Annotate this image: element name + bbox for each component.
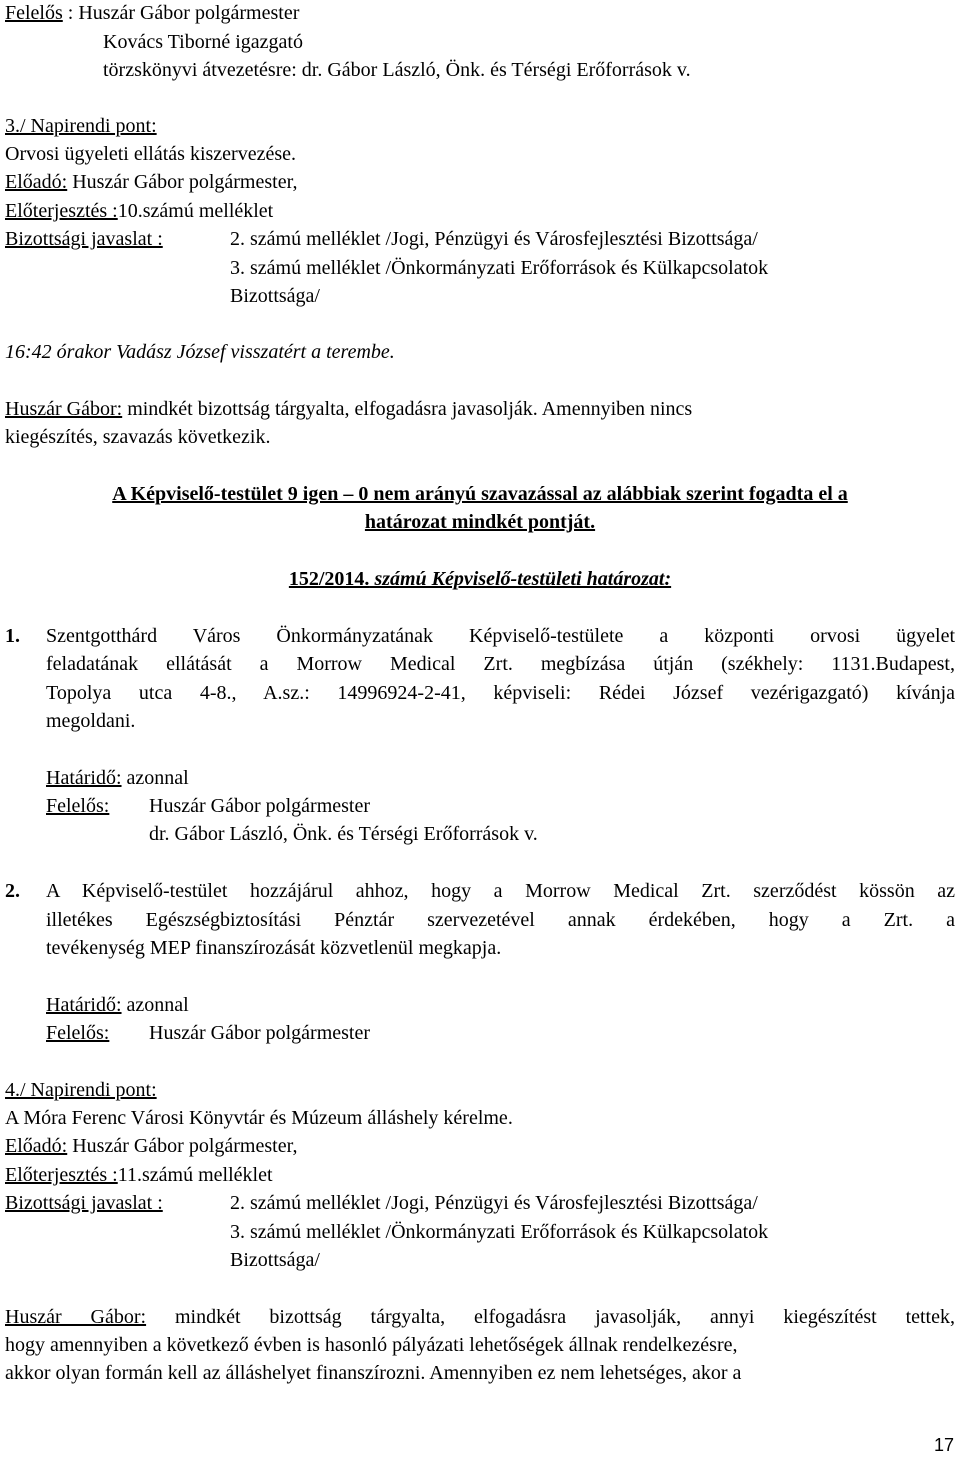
agenda-3-note: 16:42 órakor Vadász József visszatért a terembe. bbox=[5, 341, 395, 363]
felelos-line-1: Felelős : Huszár Gábor polgármester bbox=[5, 2, 300, 24]
felelos-value: Huszár Gábor polgármester bbox=[78, 2, 300, 24]
agenda-3-bizottsagi-3: Bizottsága/ bbox=[230, 285, 320, 307]
point-1-hatarido: Határidő: azonnal bbox=[46, 767, 189, 789]
point-2-line-1: A Képviselő-testület hozzájárul ahhoz, hogy a Morrow Medical Zrt. szerződést kössön az bbox=[46, 880, 955, 902]
agenda-3-title: 3./ Napirendi pont: bbox=[5, 115, 157, 137]
agenda-4-bizottsagi-2: 3. számú melléklet /Önkormányzati Erőforrások és Külkapcsolatok bbox=[230, 1221, 769, 1243]
resolution-heading: 152/2014. számú Képviselő-testületi határozat: bbox=[288, 568, 672, 590]
page-number: 17 bbox=[933, 1435, 954, 1455]
agenda-4-speech-3: akkor olyan formán kell az álláshelyet finanszírozni. Amennyiben ez nem lehetséges, akor a bbox=[5, 1362, 742, 1384]
agenda-3-bizottsagi-1: 2. számú melléklet /Jogi, Pénzügyi és Városfejlesztési Bizottsága/ bbox=[230, 228, 758, 250]
point-1-number: 1. bbox=[5, 625, 20, 647]
point-1-line-4: megoldani. bbox=[46, 710, 136, 732]
agenda-4-subject: A Móra Ferenc Városi Könyvtár és Múzeum álláshely kérelme. bbox=[5, 1107, 513, 1129]
point-1-line-1: Szentgotthárd Város Önkormányzatának Képviselő-testülete a központi orvosi ügyelet bbox=[46, 625, 955, 647]
agenda-4-bizottsagi-3: Bizottsága/ bbox=[230, 1249, 320, 1271]
point-2-hatarido: Határidő: azonnal bbox=[46, 994, 189, 1016]
agenda-4-bizottsagi-1: 2. számú melléklet /Jogi, Pénzügyi és Városfejlesztési Bizottsága/ bbox=[230, 1192, 758, 1214]
point-1-line-2: feladatának ellátását a Morrow Medical Zrt. megbízása útján (székhely: 1131.Budapest, bbox=[46, 653, 955, 675]
point-1-felelos-1: Huszár Gábor polgármester bbox=[149, 795, 371, 817]
point-2-felelos-1: Huszár Gábor polgármester bbox=[149, 1022, 371, 1044]
agenda-4-speech-2: hogy amennyiben a következő évben is hasonló pályázati lehetőségek állnak rendelkezésre, bbox=[5, 1334, 738, 1356]
speaker-name: Huszár Gábor: bbox=[5, 398, 123, 420]
agenda-3-bizottsagi-label: Bizottsági javaslat : bbox=[5, 228, 163, 250]
point-1-felelos-2: dr. Gábor László, Önk. és Térségi Erőforrások v. bbox=[149, 823, 538, 845]
speaker-name: Huszár Gábor: bbox=[5, 1306, 147, 1328]
point-2-felelos-label: Felelős: bbox=[46, 1022, 110, 1044]
agenda-3-eloterjesztes: Előterjesztés :10.számú melléklet bbox=[5, 200, 274, 222]
vote-result-2: határozat mindkét pontját. bbox=[364, 511, 596, 533]
point-2-number: 2. bbox=[5, 880, 20, 902]
point-1-felelos-label: Felelős: bbox=[46, 795, 110, 817]
agenda-4-title: 4./ Napirendi pont: bbox=[5, 1079, 157, 1101]
agenda-4-speech-1: Huszár Gábor: mindkét bizottság tárgyalta, elfogadásra javasolják, annyi kiegészítést tettek, bbox=[5, 1306, 955, 1328]
agenda-3-bizottsagi-2: 3. számú melléklet /Önkormányzati Erőforrások és Külkapcsolatok bbox=[230, 257, 769, 279]
point-1-line-3: Topolya utca 4-8., A.sz.: 14996924-2-41, képviseli: Rédei József vezérigazgató) kívánja bbox=[46, 682, 955, 704]
vote-result-1: A Képviselő-testület 9 igen – 0 nem arányú szavazással az alábbiak szerint fogadta el a bbox=[112, 483, 848, 505]
point-2-line-3: tevékenység MEP finanszírozását közvetlenül megkapja. bbox=[46, 937, 502, 959]
felelos-line-3: törzskönyvi átvezetésre: dr. Gábor László, Önk. és Térségi Erőforrások v. bbox=[103, 59, 691, 81]
agenda-3-speech-1: Huszár Gábor: mindkét bizottság tárgyalta, elfogadásra javasolják. Amennyiben nincs bbox=[5, 398, 693, 420]
agenda-3-eloado: Előadó: Huszár Gábor polgármester, bbox=[5, 171, 298, 193]
felelos-line-2: Kovács Tiborné igazgató bbox=[103, 31, 303, 53]
resolution-number: 152/2014. bbox=[288, 568, 370, 590]
agenda-3-speech-2: kiegészítés, szavazás következik. bbox=[5, 426, 271, 448]
point-2-line-2: illetékes Egészségbiztosítási Pénztár szervezetével annak érdekében, hogy a Zrt. a bbox=[46, 909, 955, 931]
agenda-4-eloado: Előadó: Huszár Gábor polgármester, bbox=[5, 1135, 298, 1157]
agenda-3-subject: Orvosi ügyeleti ellátás kiszervezése. bbox=[5, 143, 296, 165]
agenda-4-eloterjesztes: Előterjesztés :11.számú melléklet bbox=[5, 1164, 273, 1186]
agenda-4-bizottsagi-label: Bizottsági javaslat : bbox=[5, 1192, 163, 1214]
felelos-label: Felelős bbox=[5, 2, 63, 24]
